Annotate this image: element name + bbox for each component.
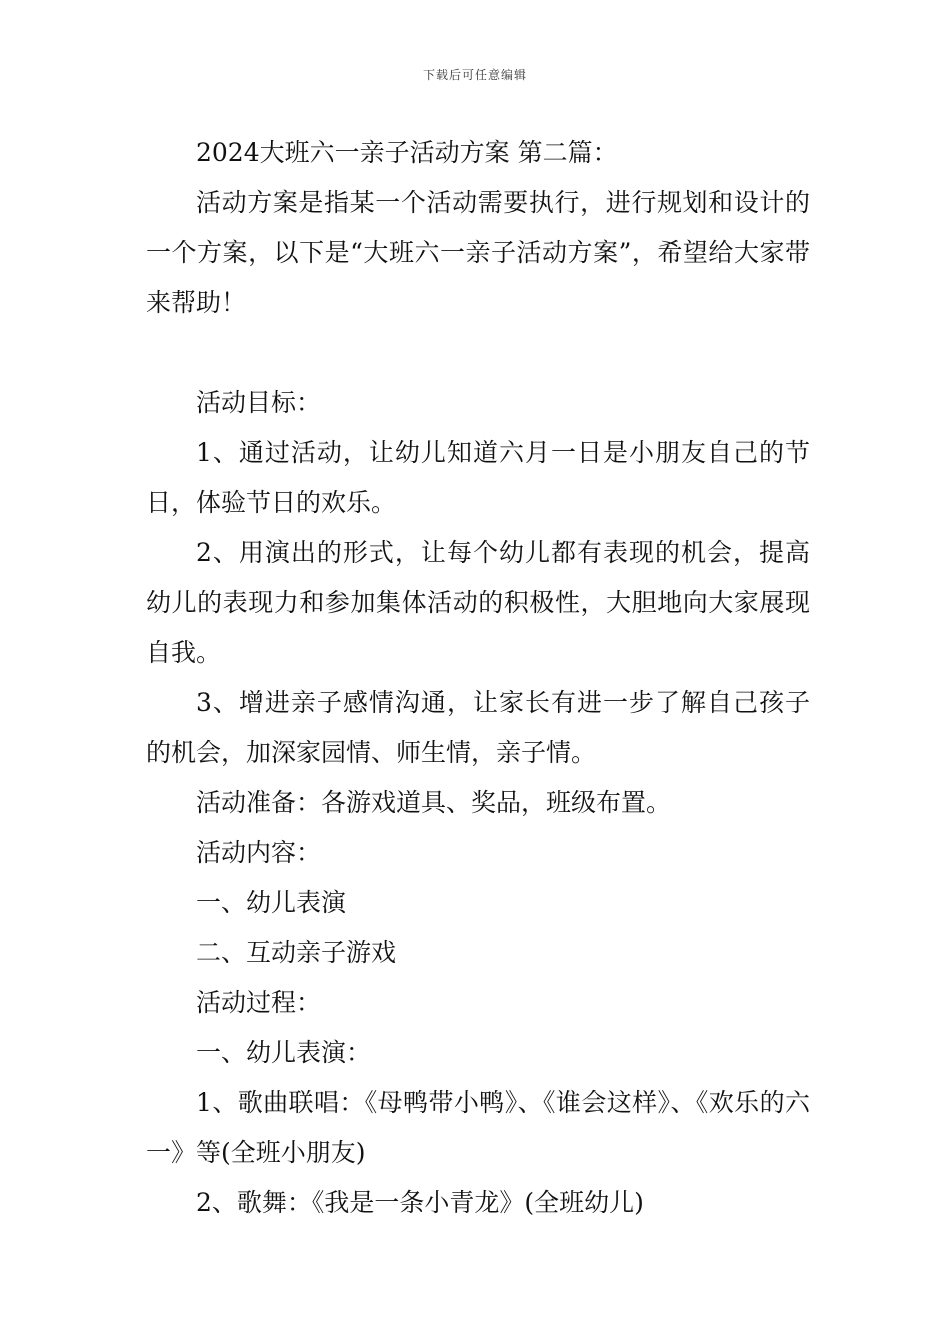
document-title: 2024大班六一亲子活动方案 第二篇： bbox=[196, 138, 618, 167]
blank-line bbox=[146, 328, 810, 378]
process-heading: 活动过程： bbox=[196, 988, 322, 1017]
goal-item-2: 2、用演出的形式，让每个幼儿都有表现的机会，提高幼儿的表现力和参加集体活动的积极性，大胆地向大家展现自我。 bbox=[146, 538, 810, 667]
preparation-paragraph: 活动准备：各游戏道具、奖品，班级布置。 bbox=[196, 788, 672, 817]
goal-item-1: 1、通过活动，让幼儿知道六月一日是小朋友自己的节日，体验节日的欢乐。 bbox=[146, 438, 810, 517]
content-item-1: 一、幼儿表演 bbox=[196, 888, 347, 917]
intro-paragraph: 活动方案是指某一个活动需要执行，进行规划和设计的一个方案，以下是“大班六一亲子活动方案”，希望给大家带来帮助！ bbox=[146, 188, 810, 317]
content-heading: 活动内容： bbox=[196, 838, 322, 867]
process-section-1-item-2: 2、歌舞：《我是一条小青龙》(全班幼儿) bbox=[196, 1188, 644, 1217]
content-item-2: 二、互动亲子游戏 bbox=[196, 938, 397, 967]
document-body bbox=[146, 128, 810, 1228]
page-header: 下载后可任意编辑 bbox=[422, 68, 527, 82]
process-section-1-heading: 一、幼儿表演： bbox=[196, 1038, 372, 1067]
goals-heading: 活动目标： bbox=[196, 388, 322, 417]
process-section-1-item-1: 1、歌曲联唱：《母鸭带小鸭》、《谁会这样》、《欢乐的六一》等(全班小朋友) bbox=[146, 1088, 810, 1167]
goal-item-3: 3、增进亲子感情沟通，让家长有进一步了解自己孩子的机会，加深家园情、师生情，亲子情。 bbox=[146, 688, 810, 767]
